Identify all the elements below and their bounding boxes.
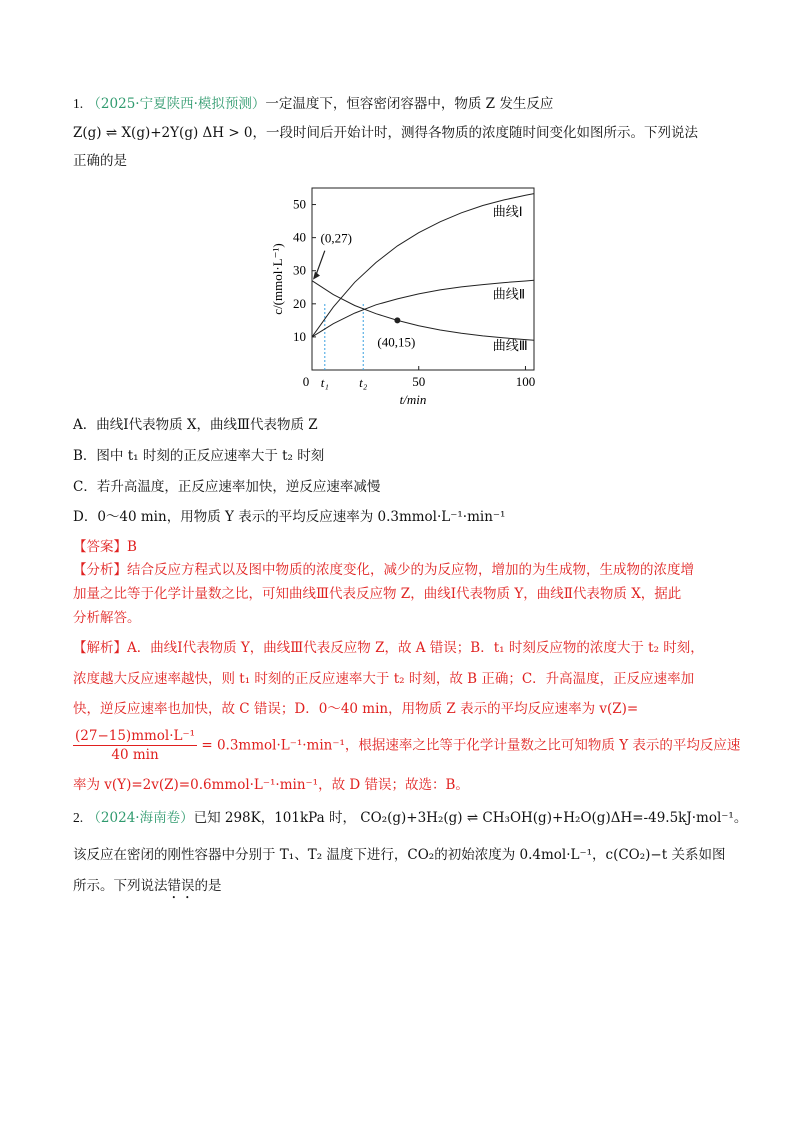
curve-1-label: 曲线Ⅰ — [492, 203, 523, 219]
q2-stem-line1 — [73, 808, 747, 828]
q2-stem-line2: 该反应在密闭的刚性容器中分别于 T₁、T₂ 温度下进行，CO₂的初始浓度为 0.4mol·L⁻¹，c(CO₂)−t 关系如图 — [73, 847, 726, 863]
q1-analysis-line2: 加量之比等于化学计量数之比，可知曲线Ⅲ代表反应物 Z，曲线Ⅰ代表物质 Y，曲线Ⅱ代表物质 X，据此 — [73, 586, 682, 602]
y-tick-label: 10 — [293, 328, 306, 344]
rate-fraction-denominator: 40 min — [111, 747, 159, 763]
curve-3-label: 曲线Ⅲ — [492, 337, 528, 353]
x-axis-label: t/min — [399, 392, 427, 407]
q1-explain-line1: 【解析】A．曲线Ⅰ代表物质 Y，曲线Ⅲ代表反应物 Z，故 A 错误；B．t₁ 时刻反应物的浓度大于 t₂ 时刻， — [73, 640, 704, 656]
q1-analysis-line1: 【分析】结合反应方程式以及图中物质的浓度变化，减少的为反应物，增加的为生成物，生成物的浓度增 — [73, 562, 694, 578]
y-tick-label: 20 — [293, 295, 306, 311]
q1-explain-line4-text: = 0.3mmol·L⁻¹·min⁻¹，根据速率之比等于化学计量数之比可知物质 Y 表示的平均反应速 — [201, 737, 741, 754]
q1-explain-line5: 率为 v(Y)=2v(Z)=0.6mmol·L⁻¹·min⁻¹，故 D 错误；故选：B。 — [73, 777, 469, 793]
q1-explain-line2: 浓度越大反应速率越快，则 t₁ 时刻的正反应速率大于 t₂ 时刻，故 B 正确；C．升高温度，正反应速率加 — [73, 671, 695, 687]
q2-source: （2024·海南卷） — [87, 810, 194, 826]
q2-equation: CO₂(g)+3H₂(g) ⇌ CH₃OH(g)+H₂O(g)ΔH=-49.5kJ·mol⁻¹ — [360, 810, 734, 826]
concentration-chart — [262, 180, 542, 410]
t-marker-label: t₂ — [359, 375, 368, 390]
x-tick-label: 50 — [412, 374, 426, 389]
rate-fraction — [73, 727, 197, 764]
q1-stem-line2 — [73, 123, 698, 143]
x-tick-label: 0 — [302, 374, 310, 389]
q1-explain-line4 — [73, 727, 740, 764]
annotation-label: (0,27) — [320, 230, 352, 246]
q1-analysis-line3: 分析解答。 — [73, 610, 141, 626]
x-tick-label: 100 — [515, 374, 536, 389]
q1-stem-text1: 一定温度下，恒容密闭容器中，物质 Z 发生反应 — [265, 96, 554, 112]
curve-2-label: 曲线Ⅱ — [492, 286, 526, 302]
q1-stem-line3: 正确的是 — [73, 153, 127, 169]
q2-stem-text1: 已知 298K，101kPa 时， — [193, 810, 356, 826]
rate-fraction-numerator: (27−15)mmol·L⁻¹ — [75, 728, 196, 744]
q1-stem-text2: ，一段时间后开始计时，测得各物质的浓度随时间变化如图所示。下列说法 — [252, 125, 699, 141]
annotation-arrowhead — [313, 272, 320, 280]
q1-explain-line3: 快，逆反应速率也加快，故 C 错误；D．0～40 min，用物质 Z 表示的平均反应速率为 v(Z)= — [73, 701, 639, 717]
q2-stem-line3 — [73, 876, 222, 902]
q1-option-c: C．若升高温度，正反应速率加快，逆反应速率减慢 — [73, 479, 381, 495]
q1-option-a: A．曲线Ⅰ代表物质 X，曲线Ⅲ代表物质 Z — [73, 417, 318, 433]
y-tick-label: 30 — [293, 262, 306, 278]
y-tick-label: 50 — [293, 196, 306, 212]
q1-number: 1. — [73, 96, 84, 111]
q1-equation: Z(g) ⇌ X(g)+2Y(g) ΔH > 0 — [73, 125, 253, 141]
q2-number: 2. — [73, 810, 84, 825]
q1-source: （2025·宁夏陕西·模拟预测） — [87, 96, 266, 112]
annotation-label: (40,15) — [377, 334, 416, 350]
q2-stem-end: 。 — [733, 810, 748, 826]
y-axis-label: c/(mmol·L⁻¹) — [270, 243, 285, 315]
q2-stem-text3c: 的是 — [194, 878, 222, 894]
y-tick-label: 40 — [293, 229, 306, 245]
t-marker-label: t₁ — [320, 375, 329, 390]
q1-option-b: B．图中 t₁ 时刻的正反应速率大于 t₂ 时刻 — [73, 448, 325, 464]
q2-emphasis-word: 错误 — [167, 878, 195, 894]
q1-stem-line1 — [73, 94, 553, 114]
q1-answer: 【答案】B — [73, 539, 137, 555]
q1-option-d: D．0～40 min，用物质 Y 表示的平均反应速率为 0.3mmol·L⁻¹·min⁻¹ — [73, 509, 506, 525]
q2-stem-text3a: 所示。下列说法 — [73, 878, 168, 894]
data-point — [394, 317, 400, 323]
